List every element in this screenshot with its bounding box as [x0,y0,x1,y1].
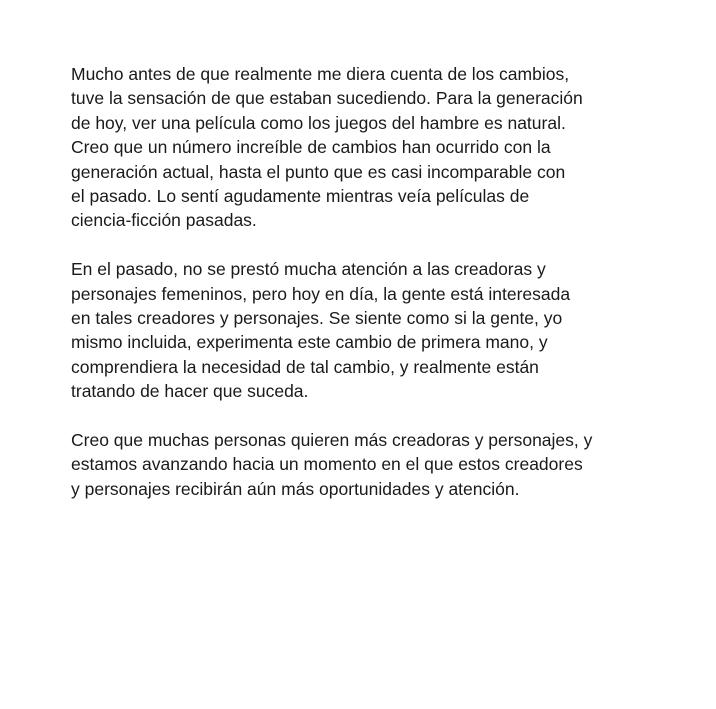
text-line: y personajes recibirán aún más oportunidades y atención. [71,478,520,499]
text-line: mismo incluida, experimenta este cambio de primera mano, y [71,332,548,353]
paragraph-3 [71,428,631,501]
text-line: comprendiera la necesidad de tal cambio, y realmente están [71,356,539,377]
text-line: en tales creadores y personajes. Se siente como si la gente, yo [71,308,563,329]
paragraph-2 [71,257,631,403]
text-line: generación actual, hasta el punto que es casi incomparable con [71,161,566,182]
text-line: Creo que un número increíble de cambios han ocurrido con la [71,137,551,158]
text-line: Mucho antes de que realmente me diera cuenta de los cambios, [71,64,570,84]
text-line: tuve la sensación de que estaban sucediendo. Para la generación [71,88,583,109]
text-line: estamos avanzando hacia un momento en el que estos creadores [71,454,583,475]
paragraph-1 [71,62,631,233]
text-line: Creo que muchas personas quieren más creadoras y personajes, y [71,430,593,451]
text-line: ciencia-ficción pasadas. [71,210,257,231]
text-line: En el pasado, no se prestó mucha atención a las creadoras y [71,259,546,280]
text-line: el pasado. Lo sentí agudamente mientras veía películas de [71,186,530,207]
text-line: de hoy, ver una película como los juegos del hambre es natural. [71,112,566,133]
document-body [71,62,631,526]
text-line: tratando de hacer que suceda. [71,381,309,402]
text-line: personajes femeninos, pero hoy en día, la gente está interesada [71,283,571,304]
